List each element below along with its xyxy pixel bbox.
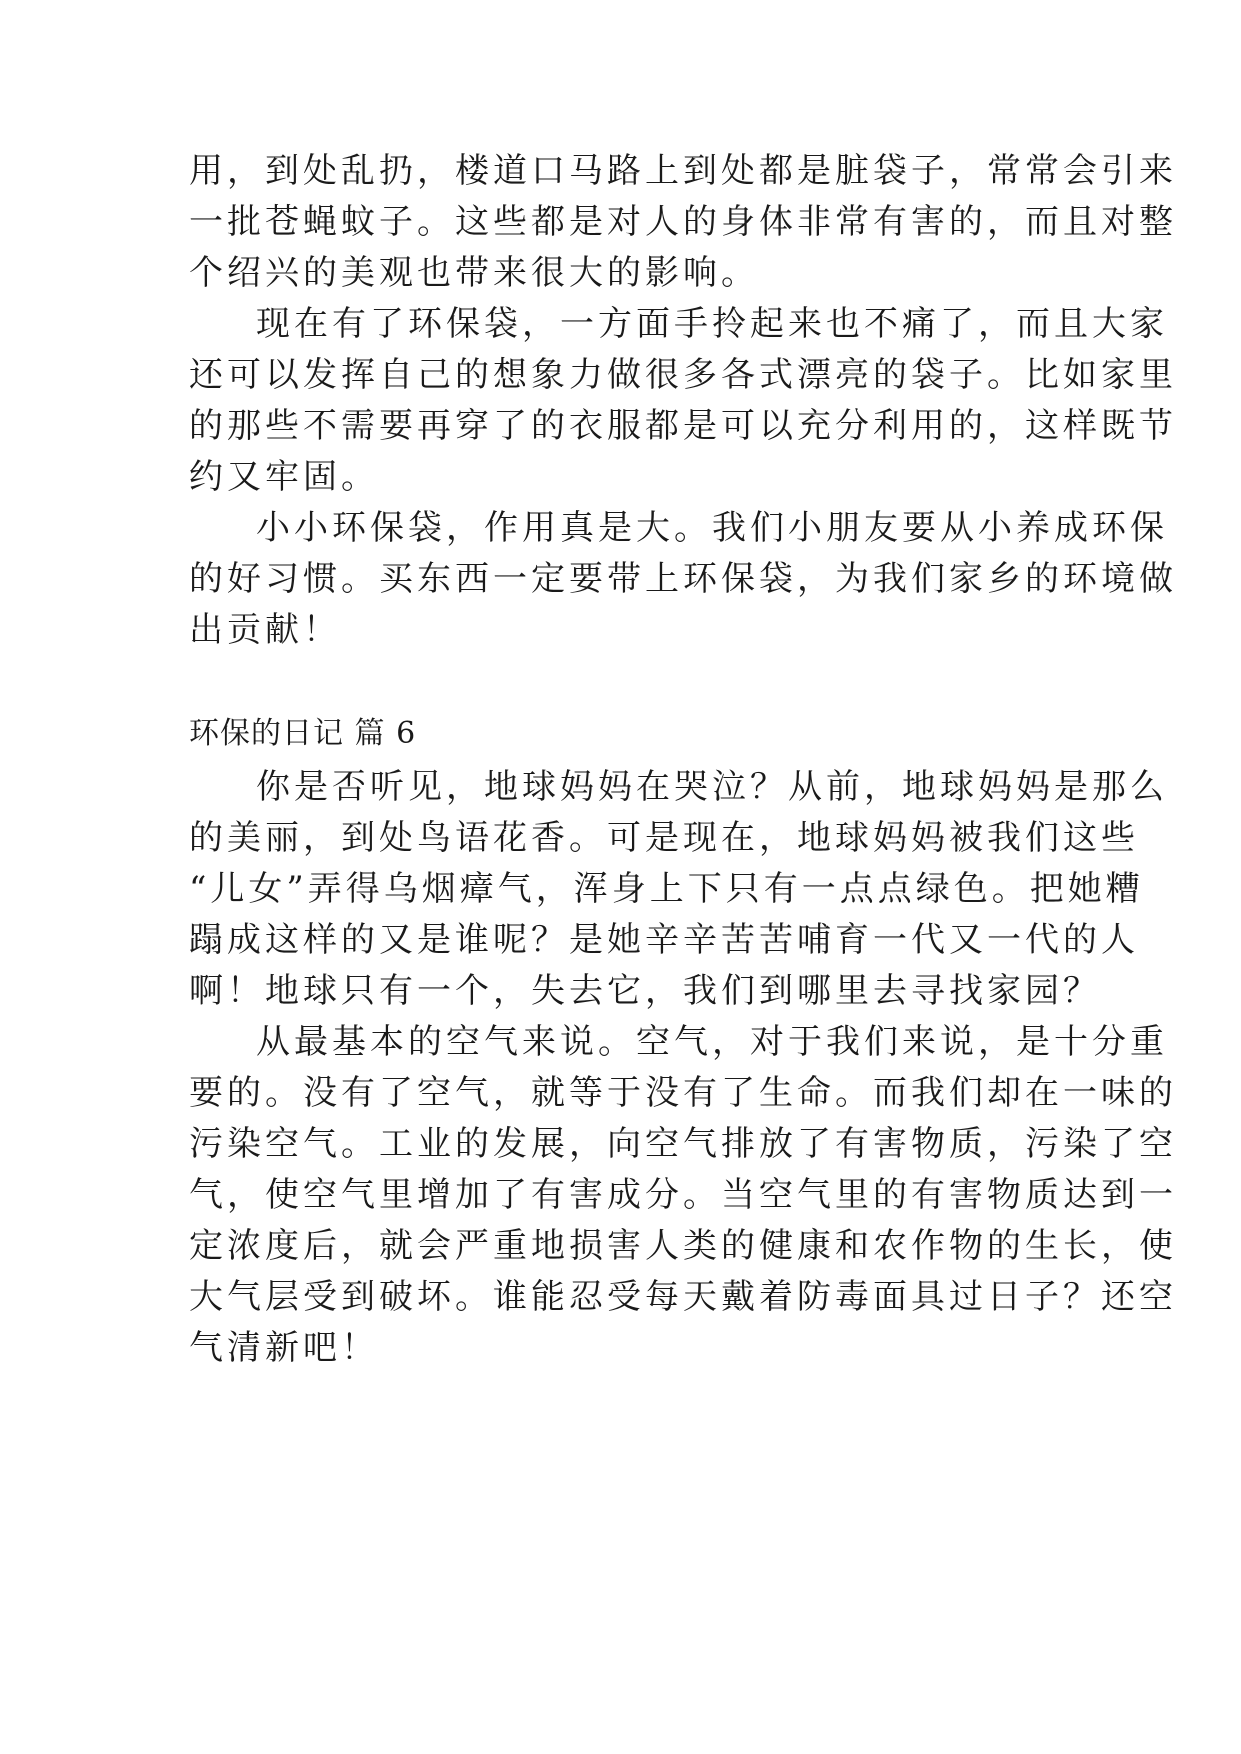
paragraph-1-line-2: 一批苍蝇蚊子。这些都是对人的身体非常有害的，而且对整: [189, 202, 1177, 242]
paragraph-5-line-4: 气，使空气里增加了有害成分。当空气里的有害物质达到一: [189, 1175, 1177, 1215]
paragraph-5-line-7: 气清新吧！: [189, 1328, 379, 1368]
section-heading: 环保的日记 篇 6: [189, 716, 417, 751]
paragraph-5-line-5: 定浓度后，就会严重地损害人类的健康和农作物的生长，使: [189, 1226, 1177, 1266]
paragraph-4-line-1: 你是否听见，地球妈妈在哭泣？从前，地球妈妈是那么: [256, 767, 1168, 807]
paragraph-4-line-5: 啊！地球只有一个，失去它，我们到哪里去寻找家园？: [189, 971, 1101, 1011]
paragraph-3-line-2: 的好习惯。买东西一定要带上环保袋，为我们家乡的环境做: [189, 559, 1177, 599]
paragraph-2-line-4: 约又牢固。: [189, 457, 379, 497]
paragraph-2-line-1: 现在有了环保袋，一方面手拎起来也不痛了，而且大家: [256, 304, 1168, 344]
paragraph-4-line-4: 蹋成这样的又是谁呢？是她辛辛苦苦哺育一代又一代的人: [189, 920, 1139, 960]
paragraph-2-line-3: 的那些不需要再穿了的衣服都是可以充分利用的，这样既节: [189, 406, 1177, 446]
paragraph-3-line-1: 小小环保袋，作用真是大。我们小朋友要从小养成环保: [256, 508, 1168, 548]
paragraph-3-line-3: 出贡献！: [189, 610, 341, 650]
paragraph-5-line-1: 从最基本的空气来说。空气，对于我们来说，是十分重: [256, 1022, 1168, 1062]
paragraph-5-line-6: 大气层受到破坏。谁能忍受每天戴着防毒面具过日子？还空: [189, 1277, 1177, 1317]
paragraph-1-line-3: 个绍兴的美观也带来很大的影响。: [189, 253, 759, 293]
paragraph-2-line-2: 还可以发挥自己的想象力做很多各式漂亮的袋子。比如家里: [189, 355, 1177, 395]
paragraph-5-line-2: 要的。没有了空气，就等于没有了生命。而我们却在一味的: [189, 1073, 1177, 1113]
paragraph-4-line-2: 的美丽，到处鸟语花香。可是现在，地球妈妈被我们这些: [189, 818, 1139, 858]
paragraph-4-line-3: “儿女”弄得乌烟瘴气，浑身上下只有一点点绿色。把她糟: [189, 869, 1144, 909]
paragraph-1-line-1: 用，到处乱扔，楼道口马路上到处都是脏袋子，常常会引来: [189, 151, 1177, 191]
paragraph-5-line-3: 污染空气。工业的发展，向空气排放了有害物质，污染了空: [189, 1124, 1177, 1164]
